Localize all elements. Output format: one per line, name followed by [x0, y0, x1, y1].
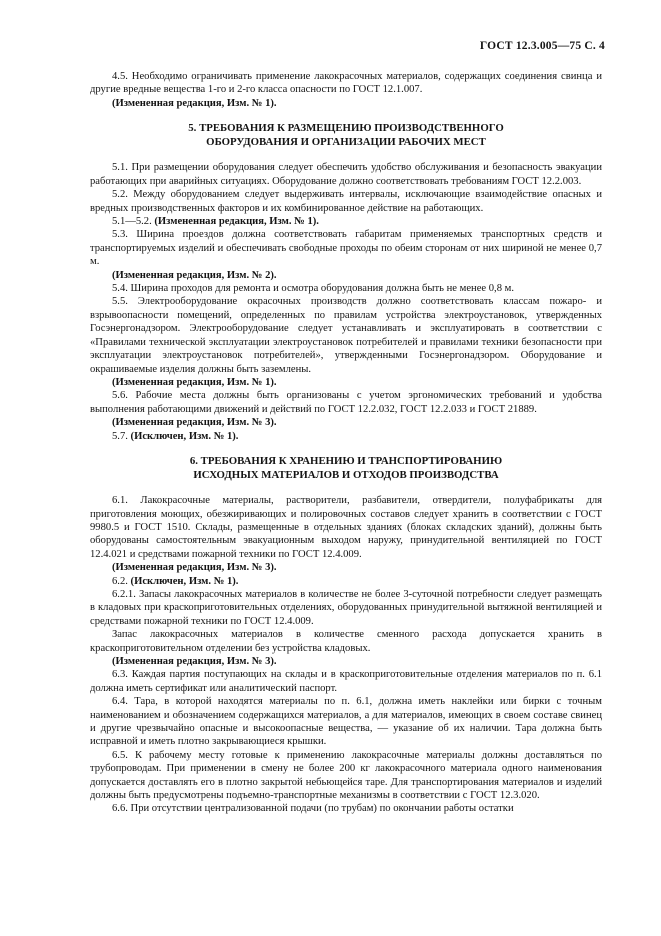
page-header: ГОСТ 12.3.005—75 С. 4 — [479, 40, 605, 52]
revision-note: (Измененная редакция, Изм. № 1). — [112, 97, 277, 109]
section-heading-line: 5. ТРЕБОВАНИЯ К РАЗМЕЩЕНИЮ ПРОИЗВОДСТВЕННОГО — [188, 122, 504, 135]
section-heading — [90, 122, 602, 149]
section-heading-line: 6. ТРЕБОВАНИЯ К ХРАНЕНИЮ И ТРАНСПОРТИРОВАНИЮ — [189, 454, 503, 467]
paragraph: 5.3. Ширина проездов должна соответствовать габаритам применяемых транспортных средств и транспортируемых изделий и обеспечивать свободные проходы по обеим сторонам от них шириной не менее 0,7 м. — [90, 229, 602, 268]
revision-note: (Измененная редакция, Изм. № 3). — [112, 656, 277, 667]
revision-note: (Измененная редакция, Изм. № 1). — [154, 216, 319, 228]
clause-number: 5.7. — [112, 430, 131, 442]
paragraph: 6.3. Каждая партия поступающих на склады и в краскоприготовительные отделения материалов по п. 6.1 должна иметь сертификат или аналитический паспорт. — [90, 669, 602, 694]
section-heading-line: ИСХОДНЫХ МАТЕРИАЛОВ И ОТХОДОВ ПРОИЗВОДСТВА — [193, 468, 499, 481]
paragraph: 6.1. Лакокрасочные материалы, растворители, разбавители, отвердители, полуфабрикаты для приготовления моющих, обезжиривающих и полировочных составов следует хранить в соответствии с ГОСТ 9980.5 и ГОСТ 1510. Склады, размещенные в отдельных зданиях (блоках складских зданий), должны быть оборудованы самостоятельным эвакуационным выходом наружу, принудительной вентиляцией по ГОСТ 12.4.021 и средствами пожарной техники по ГОСТ 12.4.009. — [90, 495, 602, 560]
paragraph: 5.5. Электрооборудование окрасочных производств должно соответствовать классам пожаро- и взрывоопасности помещений, определенных по правилам устройства электроустановок, утвержденных Госэнергонадзором. Электрооборудование следует устанавливать и эксплуатировать в соответствии с «Правилами технической эксплуатации электроустановок потребителей и правилами техники безопасности при эксплуатации электроустановок потребителей», утвержденными Госэнергонадзором. Оборудование и окрашиваемые изделия должны быть заземлены. — [90, 296, 602, 375]
revision-note: (Измененная редакция, Изм. № 3). — [112, 562, 277, 574]
revision-note: (Измененная редакция, Изм. № 3). — [112, 417, 277, 429]
paragraph: 5.2. Между оборудованием следует выдерживать интервалы, исключающие взаимодействие опасных и вредных производственных факторов и их комбинированное действие на работающих. — [90, 189, 602, 214]
paragraph — [90, 430, 602, 443]
paragraph: 4.5. Необходимо ограничивать применение лакокрасочных материалов, содержащих соединения свинца и другие вредные вещества 1-го и 2-го класса опасности по ГОСТ 12.1.007. — [90, 71, 602, 96]
paragraph: 6.2.1. Запасы лакокрасочных материалов в количестве не более 3-суточной потребности следует размещать в кладовых при краскоприготовительных отделениях, оборудованных принудительной вытяжной вентиляцией и средствами пожарной техники по ГОСТ 12.4.009. — [90, 588, 602, 627]
paragraph: 6.6. При отсутствии централизованной подачи (по трубам) по окончании работы остатки — [112, 803, 514, 815]
paragraph: 5.6. Рабочие места должны быть организованы с учетом эргономических требований и удобства выполнения работающими движений и действий по ГОСТ 12.2.032, ГОСТ 12.2.033 и ГОСТ 21889. — [90, 390, 602, 415]
revision-note: (Измененная редакция, Изм. № 1). — [112, 376, 277, 388]
revision-note: (Измененная редакция, Изм. № 2). — [112, 269, 277, 281]
paragraph: 5.4. Ширина проходов для ремонта и осмотра оборудования должна быть не менее 0,8 м. — [112, 283, 514, 295]
clause-number: 6.2. — [112, 575, 131, 587]
revision-note: (Исключен, Изм. № 1). — [130, 575, 239, 587]
paragraph: 6.5. К рабочему месту готовые к применению лакокрасочные материалы должны доставляться по трубопроводам. При применении в смену не более 200 кг лакокрасочного материала одного наименования допускается доставлять его в плотно закрытой небьющейся таре. Для транспортирования материалов и изделий должны быть предусмотрены подъемно-транспортные механизмы в соответствии с ГОСТ 12.3.020. — [90, 749, 602, 802]
document-body — [90, 70, 602, 816]
revision-note: (Исключен, Изм. № 1). — [130, 430, 239, 442]
paragraph — [90, 215, 602, 228]
section-heading — [90, 455, 602, 482]
paragraph: Запас лакокрасочных материалов в количестве сменного расхода допускается хранить в краскоприготовительном отделении без устройства кладовых. — [90, 629, 602, 654]
section-heading-line: ОБОРУДОВАНИЯ И ОРГАНИЗАЦИИ РАБОЧИХ МЕСТ — [206, 135, 486, 148]
paragraph — [90, 575, 602, 588]
clause-number: 5.1—5.2. — [112, 216, 155, 228]
paragraph: 5.1. При размещении оборудования следует обеспечить удобство обслуживания и безопасность эвакуации работающих при аварийных ситуациях. Оборудование должно соответствовать требованиям ГОСТ 12.2.003. — [90, 162, 602, 187]
paragraph: 6.4. Тара, в которой находятся материалы по п. 6.1, должна иметь наклейки или бирки с точным наименованием и обозначением содержащихся материалов, а для материалов, имеющих в своем составе свинец и другие чрезвычайно опасные и высокоопасные вещества, — указание об их наличии. Тара должна быть исправной и иметь плотно закрывающиеся крышки. — [90, 696, 602, 748]
